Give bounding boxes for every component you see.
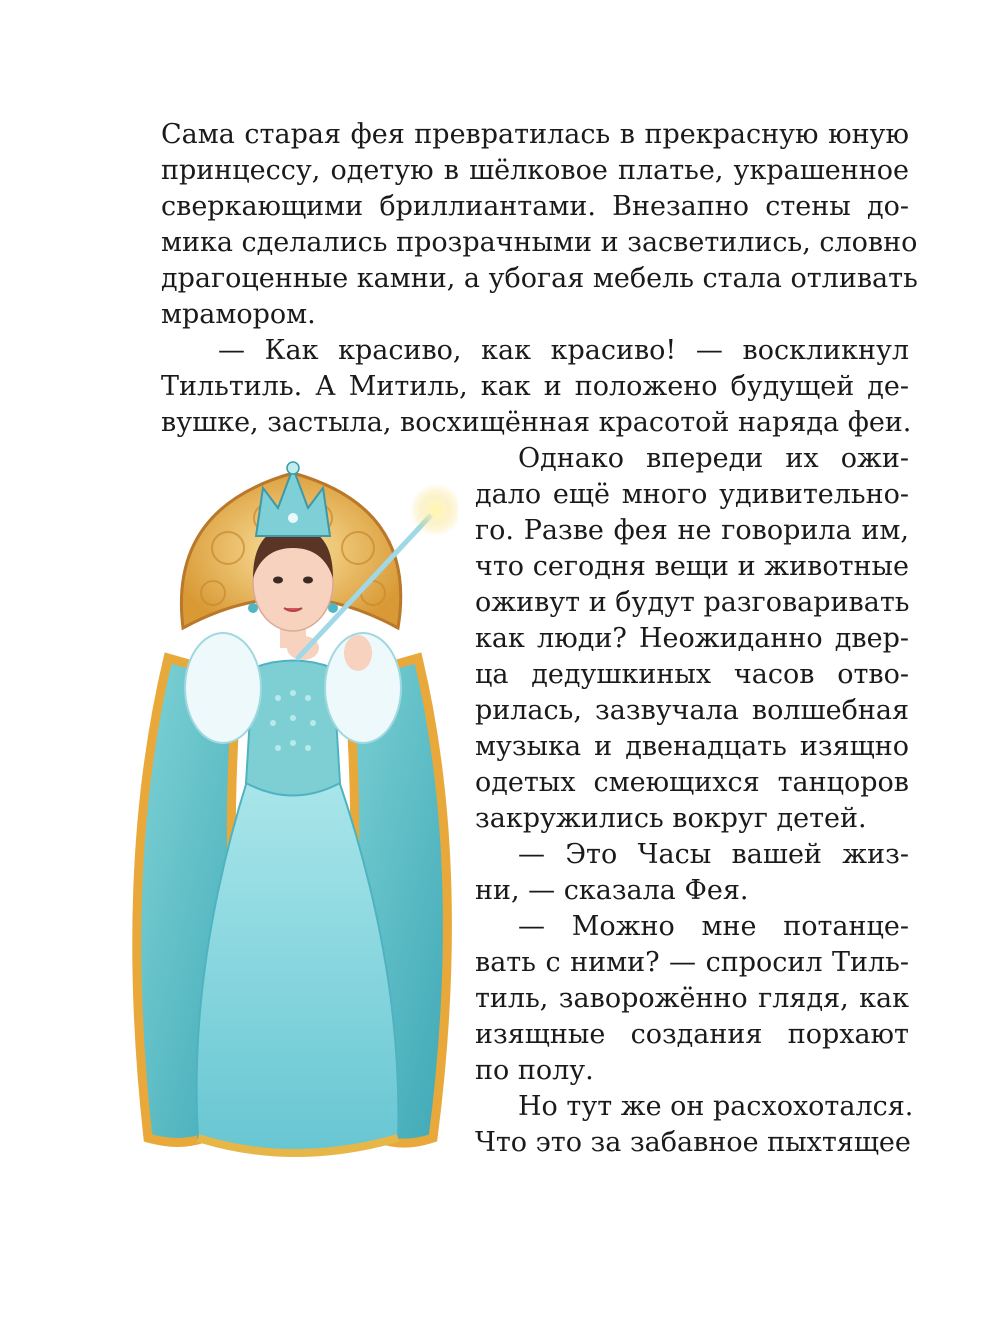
text-line: драгоценные камни, а убогая мебель стала отливать [161, 263, 918, 294]
text-line: изящные создания порхают [475, 1019, 909, 1050]
text-line: — Можно мне потанце- [518, 911, 909, 942]
text-line: принцессу, одетую в шёлковое платье, украшенное [161, 155, 909, 186]
text-line: по полу. [475, 1055, 594, 1086]
text-line: музыка и двенадцать изящно [475, 731, 909, 762]
text-line: мрамором. [161, 299, 316, 330]
text-line: тиль, заворожённо глядя, как [475, 983, 909, 1014]
text-line: Однако впереди их ожи- [518, 443, 909, 474]
text-line: — Как красиво, как красиво! — воскликнул [218, 335, 909, 366]
text-line: закружились вокруг детей. [475, 803, 867, 834]
text-line: одетых смеющихся танцоров [475, 767, 909, 798]
text-line: вать с ними? — спросил Тиль- [475, 947, 909, 978]
text-line: Что это за забавное пыхтящее [475, 1127, 911, 1158]
text-line: Сама старая фея превратилась в прекрасную юную [161, 119, 909, 150]
text-line: Но тут же он расхохотался. [518, 1091, 914, 1122]
text-line: ца дедушкиных часов отво- [475, 659, 909, 690]
text-line: го. Разве фея не говорила им, [475, 515, 909, 546]
text-line: — Это Часы вашей жиз- [518, 839, 909, 870]
text-line: как люди? Неожиданно двер- [475, 623, 909, 654]
fairy-princess-icon [128, 448, 458, 1168]
text-line: Тильтиль. А Митиль, как и положено будущей де- [161, 371, 909, 402]
text-line: что сегодня вещи и животные [475, 551, 909, 582]
text-line: сверкающими бриллиантами. Внезапно стены до- [161, 191, 909, 222]
sleeve-left-shape [185, 633, 261, 743]
text-line: мика сделались прозрачными и засветились, словно [161, 227, 918, 258]
text-line: рилась, зазвучала волшебная [475, 695, 909, 726]
text-line: оживут и будут разговаривать [475, 587, 910, 618]
crown-shape [256, 468, 330, 536]
text-line: ни, — сказала Фея. [475, 875, 749, 906]
text-line: дало ещё много удивительно- [475, 479, 909, 510]
text-line: вушке, застыла, восхищённая красотой наряда феи. [161, 407, 912, 438]
